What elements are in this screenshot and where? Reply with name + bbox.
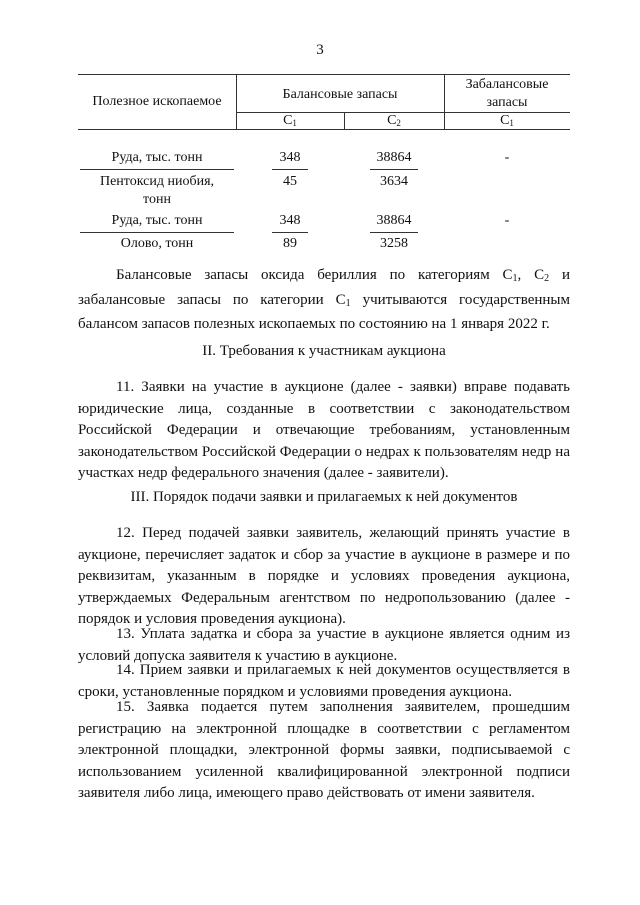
row-underline	[80, 232, 234, 233]
row-c2: 38864	[376, 213, 412, 228]
row-off-c1: -	[504, 150, 510, 165]
page-number: 3	[316, 42, 324, 58]
row-name: Руда, тыс. тонн	[111, 213, 203, 228]
paragraph-14: 14. Прием заявки и прилагаемых к ней документов осуществляется в сроки, установленные порядком и условиями проведения аукциона.	[78, 662, 570, 700]
row-underline	[370, 169, 418, 170]
row-name: тонн	[143, 192, 171, 207]
row-c1: 45	[283, 174, 297, 189]
row-name: Олово, тонн	[120, 236, 194, 251]
row-underline	[272, 169, 308, 170]
row-c1: 89	[283, 236, 297, 251]
header-c2: $С_2$	[387, 113, 401, 128]
paragraph-11: 11. Заявки на участие в аукционе (далее - заявки) вправе подавать юридические лица, созданные в соответствии с законодательством Российской Федерации и отвечающие требованиям, установленным законодательством Российской Федерации о недрах к пользователям недр на участках недр федерального значения (далее - заявители).	[78, 379, 570, 482]
row-underline	[80, 169, 234, 170]
row-underline	[370, 232, 418, 233]
header-balance: Балансовые запасы	[282, 87, 398, 102]
header-c1: $С_1$	[283, 113, 297, 128]
paragraph-12: 12. Перед подачей заявки заявитель, желающий принять участие в аукционе, перечисляет задаток и сбор за участие в аукционе в размере и по реквизитам, указанным в порядке и условиях проведения аукциона, утверждаемых Федеральным агентством по недропользованию (далее - порядок и условия проведения аукциона).	[78, 525, 570, 628]
row-c2: 3634	[380, 174, 408, 189]
section-2-title: II. Требования к участникам аукциона	[202, 343, 446, 359]
row-c2: 38864	[376, 150, 412, 165]
section-3-title: III. Порядок подачи заявки и прилагаемых к ней документов	[130, 489, 518, 505]
row-c1: 348	[279, 213, 301, 228]
row-underline	[272, 232, 308, 233]
row-c1: 348	[279, 150, 301, 165]
row-name: Руда, тыс. тонн	[111, 150, 203, 165]
header-mineral: Полезное ископаемое	[92, 94, 222, 109]
table-top-rule	[78, 74, 570, 75]
row-c2: 3258	[380, 236, 408, 251]
row-name: Пентоксид ниобия,	[99, 174, 215, 189]
paragraph-15: 15. Заявка подается путем заполнения заявителем, прошедшим регистрацию на электронной площадке в соответствии с регламентом электронной площадки, электронной формы заявки, подписываемой с использованием усиленной квалифицированной электронной подписи заявителя либо лица, имеющего право действовать от имени заявителя.	[78, 699, 570, 802]
header-off-balance: Забалансовые запасы	[465, 77, 549, 110]
paragraph-13: 13. Уплата задатка и сбора за участие в аукционе является одним из условий допуска заявителя к участию в аукционе.	[78, 626, 570, 664]
header-off-c1: $С_1$	[500, 113, 514, 128]
row-off-c1: -	[504, 213, 510, 228]
balance-note: Балансовые запасы оксида бериллия по категориям $С_1$, $С_2$ и забалансовые запасы по категории $С_1$ учитываются государственным балансом запасов полезных ископаемых по состоянию на 1 января 2022 г.	[78, 267, 570, 333]
